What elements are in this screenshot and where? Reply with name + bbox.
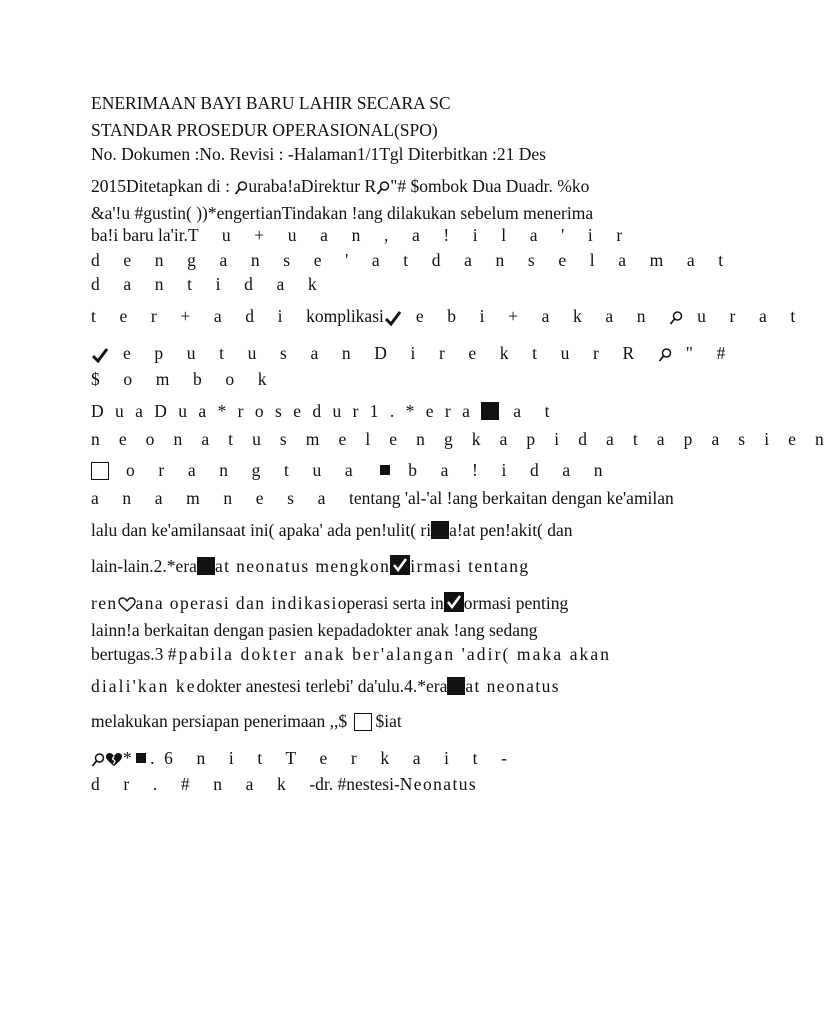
text-span: bertugas.3 bbox=[91, 644, 168, 664]
text-span: ren bbox=[91, 593, 118, 613]
text-line-10 bbox=[91, 342, 735, 364]
text-span: #pabila dokter anak ber'alangan 'adir( maka akan bbox=[167, 644, 612, 664]
text-line-15 bbox=[91, 487, 674, 509]
text-span: e b i + a k a n bbox=[401, 306, 670, 326]
text-span: "# $ombok Dua Duadr. %ko bbox=[390, 176, 590, 196]
text-line-11: $ o m b o k bbox=[91, 369, 277, 389]
text-span: .6 n i t T e r k a i t - bbox=[150, 748, 517, 768]
text-span: melakukan persiapan penerimaan ,,$ bbox=[91, 711, 352, 731]
text-span: komplikasi bbox=[306, 306, 384, 326]
text-span: diali'kan ke bbox=[91, 676, 197, 696]
text-line-24 bbox=[91, 773, 477, 795]
text-line-7: d e n g a n s e ' a t d a n s e l a m a t bbox=[91, 250, 733, 270]
text-line-16 bbox=[91, 519, 573, 541]
text-span: dokter anestesi terlebi' da'ulu.4.*era bbox=[196, 676, 448, 696]
checkbox-icon bbox=[91, 462, 109, 480]
text-span: tentang 'al-'al !ang berkaitan dengan ke'amilan bbox=[349, 488, 674, 508]
text-span: ana operasi dan indikasi bbox=[135, 593, 338, 613]
text-span: uraba!aDirektur R bbox=[248, 176, 377, 196]
text-line-23 bbox=[91, 747, 517, 769]
text-line-20 bbox=[91, 643, 611, 665]
checkmark-icon bbox=[91, 346, 109, 364]
black-square-icon bbox=[481, 402, 499, 420]
text-span: a n a m n e s a bbox=[91, 488, 349, 508]
text-span: Neonatus bbox=[399, 774, 478, 794]
text-span: " # bbox=[671, 343, 735, 363]
text-span: at neonatus mengkon bbox=[214, 556, 391, 576]
text-line-8: d a n t i d a k bbox=[91, 274, 327, 294]
text-line-4 bbox=[91, 175, 589, 197]
heart-outline-icon bbox=[118, 597, 136, 613]
black-square-icon bbox=[136, 753, 146, 763]
doc-title: ENERIMAAN BAYI BARU LAHIR SECARA SC bbox=[91, 93, 451, 113]
text-span: lain-lain.2.*era bbox=[91, 556, 197, 576]
broken-heart-icon bbox=[105, 752, 123, 768]
black-square-icon bbox=[380, 465, 390, 475]
magnifier-icon bbox=[234, 180, 248, 196]
text-span: $iat bbox=[375, 711, 402, 731]
text-line-5: &a'!u #gustin( ))*engertianTindakan !ang dilakukan sebelum menerima bbox=[91, 203, 594, 223]
black-square-icon bbox=[431, 521, 449, 539]
text-span: * bbox=[123, 748, 137, 768]
magnifier-icon bbox=[91, 752, 105, 768]
text-line-6 bbox=[91, 224, 632, 246]
text-line-21 bbox=[91, 675, 560, 697]
black-square-icon bbox=[447, 677, 465, 695]
text-span: irmasi tentang bbox=[410, 556, 530, 576]
text-span: operasi serta in bbox=[337, 593, 444, 613]
checkmark-icon bbox=[390, 555, 410, 575]
text-span: e p u t u s a n D i r e k t u r R bbox=[109, 343, 658, 363]
text-span: t e r + a d i bbox=[91, 306, 307, 326]
text-line-13: n e o n a t u s m e l e n g k a p i d a t a p a s i e n bbox=[91, 429, 831, 449]
text-span: a!at pen!akit( dan bbox=[449, 520, 573, 540]
text-span: d r . # n a k bbox=[91, 774, 310, 794]
text-span: -dr. #nestesi- bbox=[309, 774, 400, 794]
magnifier-icon bbox=[376, 180, 390, 196]
magnifier-icon bbox=[658, 347, 672, 363]
text-line-22 bbox=[91, 710, 402, 732]
checkmark-icon bbox=[384, 309, 402, 327]
text-span: D u a D u a * r o s e d u r 1 . * e r a bbox=[91, 401, 482, 421]
text-line-12 bbox=[91, 400, 559, 422]
doc-meta-line: No. Dokumen :No. Revisi : -Halaman1/1Tgl Diterbitkan :21 Des bbox=[91, 144, 546, 164]
text-span: u r a t bbox=[683, 306, 805, 326]
checkbox-icon bbox=[354, 713, 372, 731]
text-span: at neonatus bbox=[465, 676, 560, 696]
text-span: lalu dan ke'amilansaat ini( apaka' ada pen!ulit( ri bbox=[91, 520, 432, 540]
checkmark-icon bbox=[444, 592, 464, 612]
text-span: b a ! i d a n bbox=[394, 460, 613, 480]
text-line-18 bbox=[91, 592, 568, 614]
text-span: ba!i baru la'ir. bbox=[91, 225, 188, 245]
text-line-14 bbox=[91, 459, 612, 481]
black-square-icon bbox=[197, 557, 215, 575]
doc-subtitle: STANDAR PROSEDUR OPERASIONAL(SPO) bbox=[91, 120, 438, 140]
text-line-9 bbox=[91, 305, 805, 327]
text-span: T u + u a n , a ! i l a ' i r bbox=[187, 225, 632, 245]
text-span: o r a n g t u a bbox=[112, 460, 377, 480]
text-line-19: lainn!a berkaitan dengan pasien kepadadokter anak !ang sedang bbox=[91, 620, 538, 640]
text-span: ormasi penting bbox=[463, 593, 569, 613]
text-line-17 bbox=[91, 555, 530, 577]
text-span: a t bbox=[499, 401, 560, 421]
magnifier-icon bbox=[669, 310, 683, 326]
text-span: 2015Ditetapkan di : bbox=[91, 176, 235, 196]
